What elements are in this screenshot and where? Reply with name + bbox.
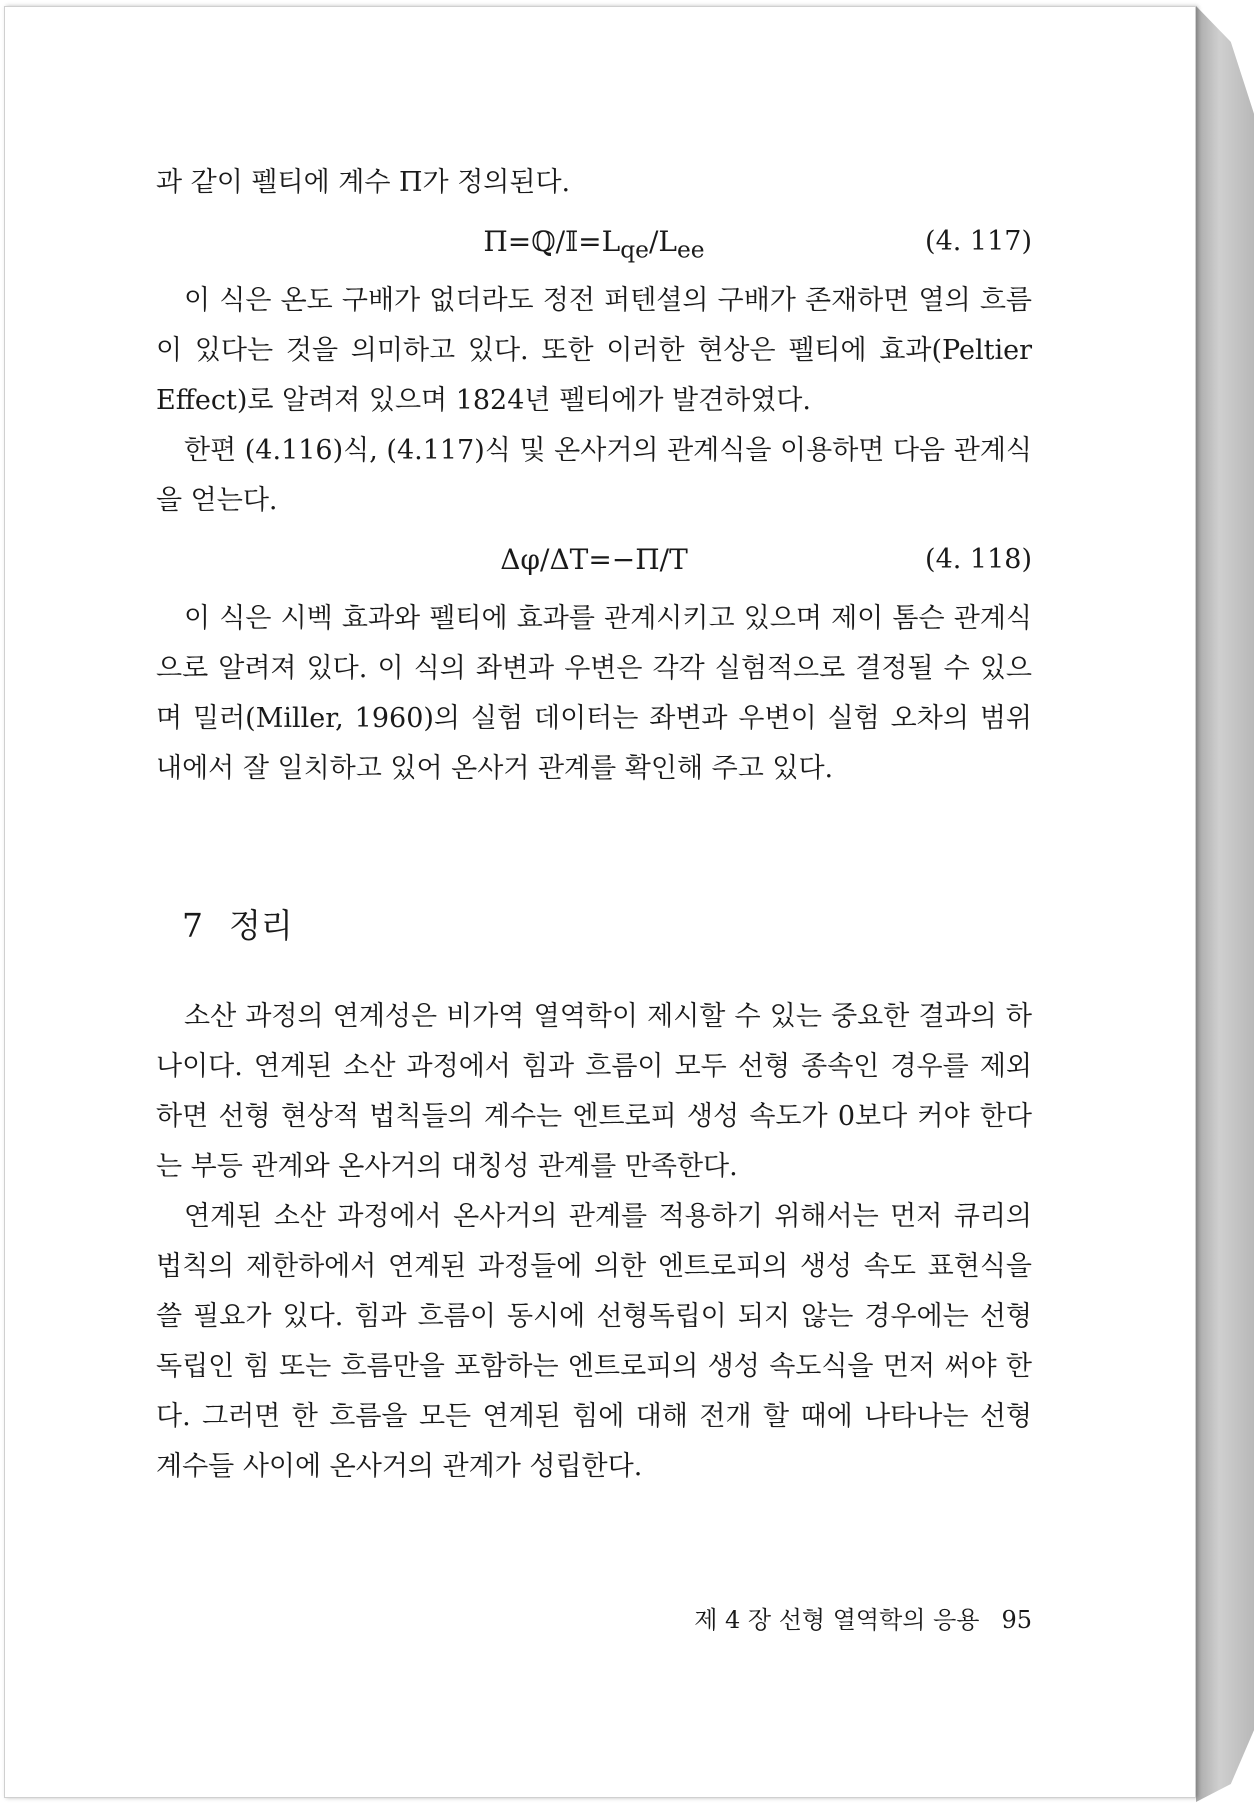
section-number: 7 <box>182 906 203 945</box>
equation-formula: Δφ/ΔT=−Π/T <box>500 543 688 576</box>
book-page-edge <box>1196 6 1254 1802</box>
paragraph: 연계된 소산 과정에서 온사거의 관계를 적용하기 위해서는 먼저 큐리의 법칙의 제한하에서 연계된 과정들에 의한 엔트로피의 생성 속도 표현식을 쓸 필요가 있다. 힘과 흐름이 동시에 선형독립이 되지 않는 경우에는 선형독립인 힘 또는 흐름만을 포함하는 엔트로피의 생성 속도식을 먼저 써야 한다. 그러면 한 흐름을 모든 연계된 힘에 대해 전개 할 때에 나타나는 선형 계수들 사이에 온사거의 관계가 성립한다. <box>156 1201 1032 1482</box>
page-number: 95 <box>1001 1606 1032 1634</box>
equation-formula <box>156 210 1032 282</box>
equation-subscript: ee <box>677 235 705 264</box>
equation-4-117 <box>156 210 1032 274</box>
equation-number: (4. 117) <box>925 226 1032 257</box>
section-title: 정리 <box>229 906 293 945</box>
paragraph: 이 식은 온도 구배가 없더라도 정전 퍼텐셜의 구배가 존재하면 열의 흐름이 있다는 것을 의미하고 있다. 또한 이러한 현상은 펠티에 효과(Peltier Effect)로 알려져 있으며 1824년 펠티에가 발견하였다. <box>156 285 1032 416</box>
equation-4-118 <box>156 528 1032 592</box>
page-content <box>156 158 1032 1492</box>
paragraph: 한편 (4.116)식, (4.117)식 및 온사거의 관계식을 이용하면 다음 관계식을 얻는다. <box>156 435 1032 516</box>
paragraph: 이 식은 시벡 효과와 펠티에 효과를 관계시키고 있으며 제이 톰슨 관계식으로 알려져 있다. 이 식의 좌변과 우변은 각각 실험적으로 결정될 수 있으며 밀러(Miller, 1960)의 실험 데이터는 좌변과 우변이 실험 오차의 범위내에서 잘 일치하고 있어 온사거 관계를 확인해 주고 있다. <box>156 603 1032 784</box>
paragraph: 과 같이 펠티에 계수 Π가 정의된다. <box>156 167 571 198</box>
equation-part: Π=ℚ/𝕀=L <box>483 225 621 258</box>
section-heading <box>182 896 1032 956</box>
running-head: 제 4 장 선형 열역학의 응용 <box>694 1606 980 1634</box>
equation-part: /L <box>648 225 677 258</box>
equation-subscript: qe <box>620 235 649 264</box>
paragraph: 소산 과정의 연계성은 비가역 열역학이 제시할 수 있는 중요한 결과의 하나이다. 연계된 소산 과정에서 힘과 흐름이 모두 선형 종속인 경우를 제외하면 선형 현상적 법칙들의 계수는 엔트로피 생성 속도가 0보다 커야 한다는 부등 관계와 온사거의 대칭성 관계를 만족한다. <box>156 1001 1032 1182</box>
page-footer <box>156 1602 1032 1638</box>
equation-number: (4. 118) <box>925 544 1032 575</box>
